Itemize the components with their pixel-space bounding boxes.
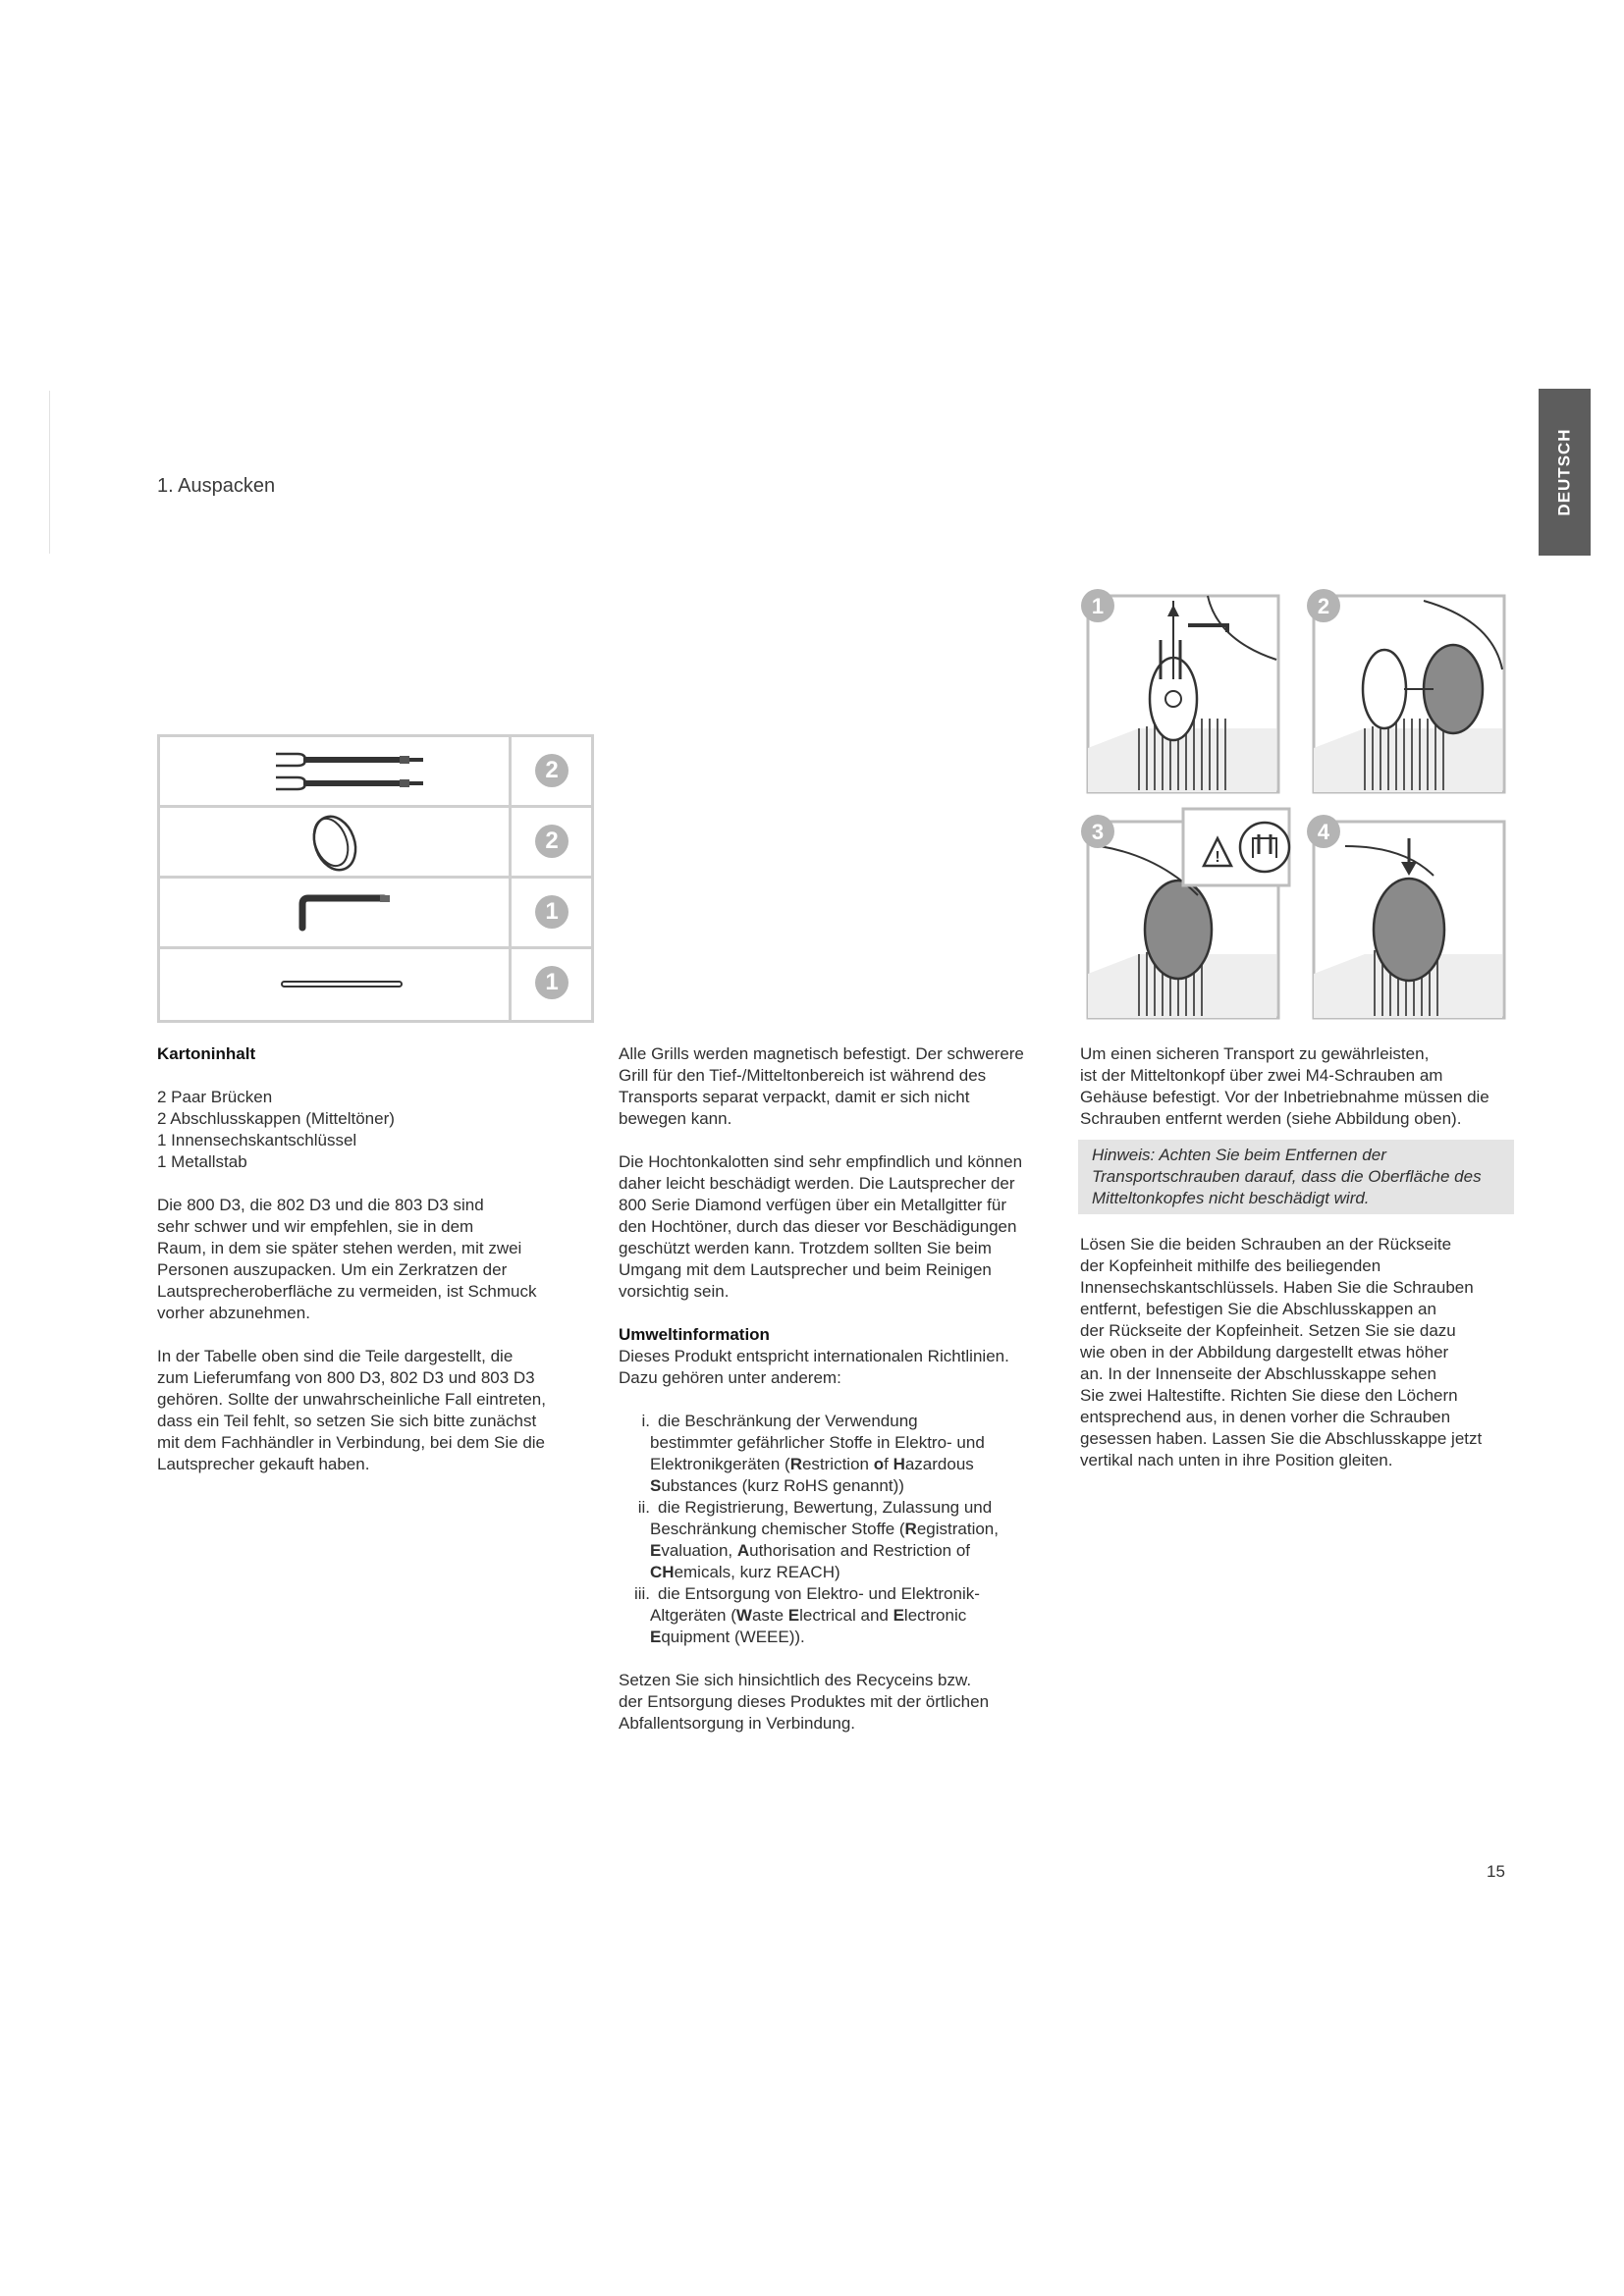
section-title: 1. Auspacken [157, 475, 276, 497]
parts-picture [160, 808, 512, 876]
margin-rule [49, 391, 50, 554]
quantity-badge: 1 [535, 966, 568, 999]
list-line: CHemicals, kurz REACH) [650, 1563, 840, 1581]
svg-text:!: ! [1215, 849, 1220, 866]
list-line: Equipment (WEEE)). [650, 1628, 805, 1646]
text-line: der Kopfeinheit mithilfe des beiliegenden [1080, 1256, 1381, 1275]
text-line: Setzen Sie sich hinsichtlich des Recyceins bzw. [619, 1671, 972, 1689]
text-line: daher leicht beschädigt werden. Die Lautsprecher der [619, 1174, 1015, 1193]
text-line: sehr schwer und wir empfehlen, sie in dem [157, 1217, 474, 1236]
text-line: In der Tabelle oben sind die Teile dargestellt, die [157, 1347, 514, 1365]
text-line: vertikal nach unten in ihre Position gleiten. [1080, 1451, 1393, 1469]
list-text: die Beschränkung der Verwendung [658, 1412, 918, 1430]
text-line: Lautsprecher gekauft haben. [157, 1455, 370, 1473]
text-line: dass ein Teil fehlt, so setzen Sie sich bitte zunächst [157, 1412, 537, 1430]
column-2 [619, 1043, 1051, 1735]
figure-step-1 [1081, 589, 1278, 792]
figure-step-4 [1307, 815, 1504, 1018]
quantity-badge: 2 [535, 825, 568, 858]
text-line: gesessen haben. Lassen Sie die Abschlusskappe jetzt [1080, 1429, 1483, 1448]
text-line: Sie zwei Haltestifte. Richten Sie diese den Löchern [1080, 1386, 1458, 1405]
note-line: Hinweis: Achten Sie beim Entfernen der [1092, 1146, 1386, 1164]
column-3 [1080, 1043, 1517, 1471]
text-line: entsprechend aus, in denen vorher die Schrauben [1080, 1408, 1451, 1426]
list-item [619, 1583, 1051, 1605]
text-line: Dieses Produkt entspricht internationalen Richtlinien. [619, 1347, 1009, 1365]
list-number: iii. [633, 1584, 650, 1603]
text-line: an. In der Innenseite der Abschlusskappe sehen [1080, 1364, 1436, 1383]
text-line: gehören. Sollte der unwahrscheinliche Fall eintreten, [157, 1390, 546, 1409]
text-line: Um einen sicheren Transport zu gewährleisten, [1080, 1044, 1430, 1063]
list-line: bestimmter gefährlicher Stoffe in Elektro- und [650, 1433, 985, 1452]
text-line: 800 Serie Diamond verfügen über ein Metallgitter für [619, 1196, 1006, 1214]
text-line: Personen auszupacken. Um ein Zerkratzen der [157, 1260, 508, 1279]
parts-row-end-caps [160, 808, 591, 879]
list-text: die Registrierung, Bewertung, Zulassung und [658, 1498, 993, 1517]
quantity-badge: 2 [535, 754, 568, 787]
contents-item: 1 Metallstab [157, 1152, 247, 1171]
list-item [619, 1497, 1051, 1519]
note-line: Mitteltonkopfes nicht beschädigt wird. [1092, 1189, 1370, 1207]
parts-row-metal-rod [160, 949, 591, 1020]
hex-key-icon [160, 879, 509, 946]
note-line: Transportschrauben darauf, dass die Oberfläche des [1092, 1167, 1482, 1186]
text-line: Umgang mit dem Lautsprecher und beim Reinigen [619, 1260, 992, 1279]
list-item [619, 1411, 1051, 1432]
text-line: entfernt, befestigen Sie die Abschlusskappen an [1080, 1300, 1436, 1318]
assembly-figures [1080, 581, 1512, 1023]
list-line: Beschränkung chemischer Stoffe (Registration, [650, 1520, 999, 1538]
text-line: geschützt werden kann. Trotzdem sollten Sie beim [619, 1239, 992, 1257]
text-line: vorher abzunehmen. [157, 1304, 310, 1322]
figure-step-3 [1081, 809, 1289, 1018]
step-label: 1 [1091, 594, 1105, 618]
language-tab-label: DEUTSCH [1554, 428, 1574, 516]
list-line: Substances (kurz RoHS genannt)) [650, 1476, 904, 1495]
text-line: Raum, in dem sie später stehen werden, mit zwei [157, 1239, 522, 1257]
text-line: Grill für den Tief-/Mitteltonbereich ist während des [619, 1066, 987, 1085]
contents-item: 2 Abschlusskappen (Mitteltöner) [157, 1109, 395, 1128]
text-line: Lautsprecheroberfläche zu vermeiden, ist Schmuck [157, 1282, 537, 1301]
heading-kartoninhalt: Kartoninhalt [157, 1044, 256, 1063]
end-cap-icon [160, 808, 509, 876]
text-line: Dazu gehören unter anderem: [619, 1368, 841, 1387]
parts-picture [160, 737, 512, 805]
quantity-badge: 1 [535, 895, 568, 929]
text-line: Die Hochtonkalotten sind sehr empfindlich und können [619, 1152, 1023, 1171]
language-tab [1539, 389, 1591, 556]
step-label: 4 [1317, 820, 1330, 844]
figure-step-2 [1307, 589, 1504, 792]
text-line: ist der Mitteltonkopf über zwei M4-Schrauben am [1080, 1066, 1443, 1085]
parts-picture [160, 879, 512, 946]
column-1 [157, 1043, 584, 1475]
parts-picture [160, 949, 512, 1020]
step-label: 2 [1317, 594, 1330, 618]
text-line: der Rückseite der Kopfeinheit. Setzen Sie sie dazu [1080, 1321, 1456, 1340]
text-line: Lösen Sie die beiden Schrauben an der Rückseite [1080, 1235, 1452, 1254]
heading-umweltinformation: Umweltinformation [619, 1325, 770, 1344]
text-line: Abfallentsorgung in Verbindung. [619, 1714, 856, 1733]
text-line: den Hochtöner, durch das dieser vor Beschädigungen [619, 1217, 1017, 1236]
parts-table [157, 734, 594, 1023]
list-line: Evaluation, Authorisation and Restriction of [650, 1541, 971, 1560]
contents-item: 2 Paar Brücken [157, 1088, 273, 1106]
contents-item: 1 Innensechskantschlüssel [157, 1131, 357, 1149]
text-line: Transports separat verpackt, damit er sich nicht [619, 1088, 970, 1106]
list-line: Elektronikgeräten (Restriction of Hazardous [650, 1455, 974, 1473]
page-number: 15 [1487, 1862, 1505, 1881]
text-line: Die 800 D3, die 802 D3 und die 803 D3 sind [157, 1196, 484, 1214]
parts-row-bridges [160, 737, 591, 808]
text-line: mit dem Fachhändler in Verbindung, bei dem Sie die [157, 1433, 546, 1452]
text-line: vorsichtig sein. [619, 1282, 730, 1301]
text-line: zum Lieferumfang von 800 D3, 802 D3 und 803 D3 [157, 1368, 535, 1387]
metal-rod-icon [160, 949, 509, 1017]
parts-row-hex-key [160, 879, 591, 949]
text-line: Schrauben entfernt werden (siehe Abbildung oben). [1080, 1109, 1462, 1128]
list-text: die Entsorgung von Elektro- und Elektronik- [658, 1584, 980, 1603]
list-line: Altgeräten (Waste Electrical and Electronic [650, 1606, 967, 1625]
text-line: Innensechskantschlüssels. Haben Sie die Schrauben [1080, 1278, 1474, 1297]
list-number: i. [641, 1412, 650, 1430]
list-number: ii. [637, 1498, 650, 1517]
step-label: 3 [1091, 820, 1105, 844]
bridge-icon [160, 737, 509, 805]
text-line: Alle Grills werden magnetisch befestigt. Der schwerere [619, 1044, 1024, 1063]
text-line: der Entsorgung dieses Produktes mit der örtlichen [619, 1692, 990, 1711]
text-line: wie oben in der Abbildung dargestellt etwas höher [1080, 1343, 1449, 1362]
text-line: Gehäuse befestigt. Vor der Inbetriebnahme müssen die [1080, 1088, 1489, 1106]
text-line: bewegen kann. [619, 1109, 732, 1128]
